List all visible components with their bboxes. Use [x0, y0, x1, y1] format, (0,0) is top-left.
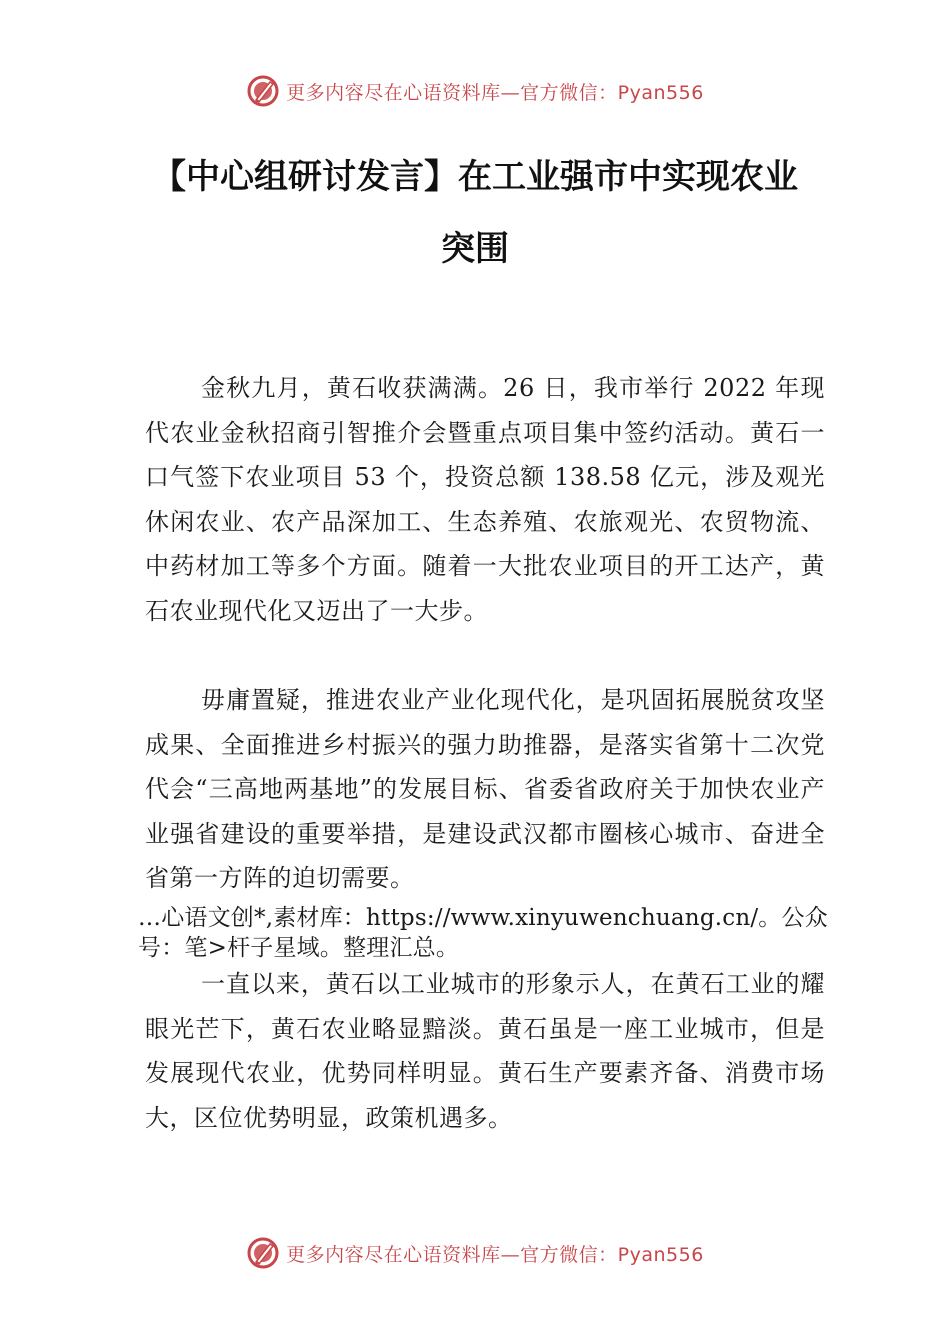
page-title-line-2: 突围	[441, 229, 509, 269]
source-note: …心语文创*,素材库：https://www.xinyuwenchuang.cn/。公众号：笔>杆子星域。整理汇总。	[138, 905, 828, 961]
footer-watermark	[0, 1236, 950, 1270]
watermark-text: 更多内容尽在心语资料库—官方微信：Pyan556	[286, 1243, 704, 1266]
body-paragraph-1: 金秋九月，黄石收获满满。26 日，我市举行 2022 年现代农业金秋招商引智推介会暨重点项目集中签约活动。黄石一口气签下农业项目 53 个，投资总额 138.58 亿元，涉及观光休闲农业、农产品深加工、生态养殖、农旅观光、农贸物流、中药材加工等多个方面。随着一大批农业项目的开工达产，黄石农业现代化又迈出了一大步。	[145, 374, 825, 625]
body-paragraph-3: 一直以来，黄石以工业城市的形象示人，在黄石工业的耀眼光芒下，黄石农业略显黯淡。黄石虽是一座工业城市，但是发展现代农业，优势同样明显。黄石生产要素齐备、消费市场大，区位优势明显，政策机遇多。	[145, 970, 825, 1132]
brush-logo-icon	[246, 74, 280, 108]
watermark-wechat-id: Pyan556	[617, 1243, 704, 1266]
header-watermark	[0, 74, 950, 108]
page-title-line-1: 【中心组研讨发言】在工业强市中实现农业	[152, 157, 798, 197]
brush-logo-icon	[246, 1236, 280, 1270]
body-paragraph-2: 毋庸置疑，推进农业产业化现代化，是巩固拓展脱贫攻坚成果、全面推进乡村振兴的强力助推器，是落实省第十二次党代会“三高地两基地”的发展目标、省委省政府关于加快农业产业强省建设的重要举措，是建设武汉都市圈核心城市、奋进全省第一方阵的迫切需要。	[145, 686, 825, 892]
watermark-wechat-id: Pyan556	[617, 81, 704, 104]
watermark-text: 更多内容尽在心语资料库—官方微信：Pyan556	[286, 81, 704, 104]
